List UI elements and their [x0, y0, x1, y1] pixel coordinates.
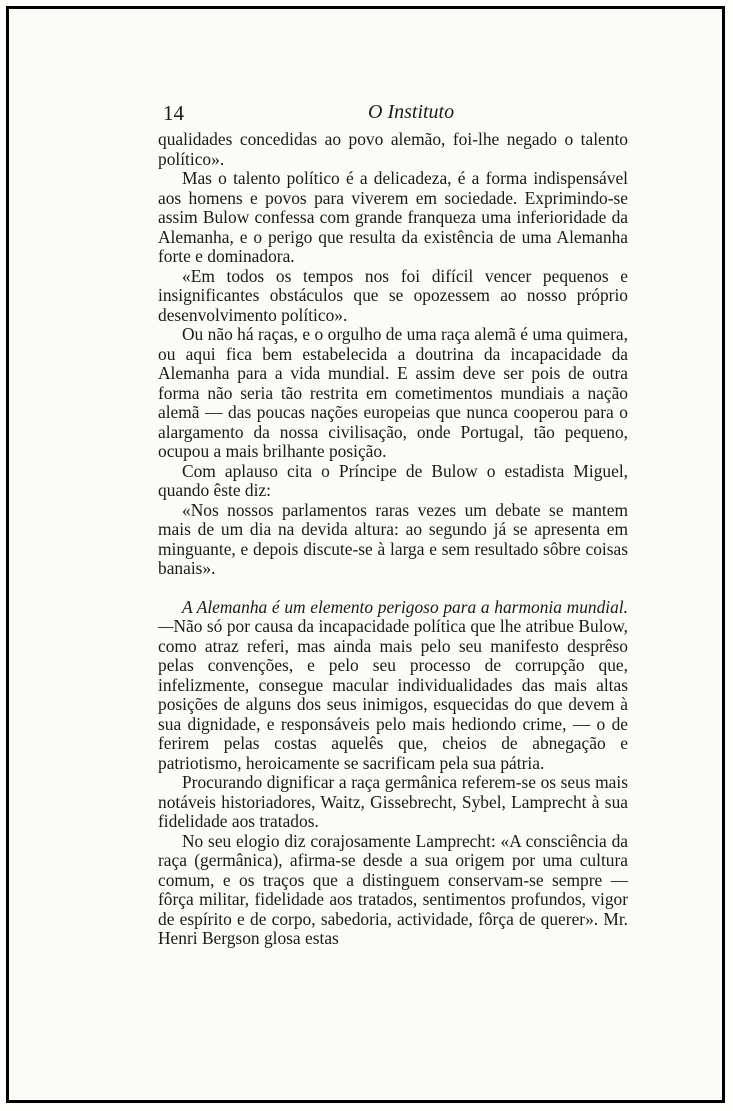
body-text	[158, 130, 628, 949]
paragraph: Mas o talento político é a delicadeza, é a forma indispensável aos homens e povos para viverem em sociedade. Exprimindo-se assim Bulow confessa com grande franqueza uma inferioridade da Alemanha, e o perigo que resulta da existência de uma Alemanha forte e dominadora.	[158, 168, 628, 266]
paragraph: Com aplauso cita o Príncipe de Bulow o estadista Miguel, quando êste diz:	[158, 460, 628, 500]
quote-paragraph: «Nos nossos parlamentos raras vezes um debate se mantem mais de um dia na devida altura: ao segundo já se apresenta em minguante, e depois discute-se à larga e sem resultado sôbre coisas banais».	[158, 499, 628, 578]
page-header	[163, 99, 633, 129]
running-title: O Instituto	[368, 101, 455, 123]
section-heading: A Alemanha é um elemento perigoso para a harmonia mundial. —	[158, 596, 628, 636]
paragraph: qualidades concedidas ao povo alemão, foi-lhe negado o talento político».	[158, 129, 628, 169]
page-number: 14	[163, 101, 184, 125]
paragraph: No seu elogio diz corajosamente Lamprecht: «A consciência da raça (germânica), afirma-se desde a sua origem por uma cultura comum, e os traços que a distinguem conservam-se sempre — fôrça militar, fidelidade aos tratados, sentimentos profundos, vigor de espírito e de corpo, sabedoria, actividade, fôrça de querer». Mr. Henri Bergson glosa estas	[158, 830, 628, 948]
section-text: Não só por causa da incapacidade política que lhe atribue Bulow, como atraz referi, mas ainda mais pelo seu manifesto desprêso pelas convenções, e pelo seu processo de corrupção que, infelizmente, consegue macular individualidades das mais altas posições de alguns dos seus inimigos, esquecidas do que devem à sua dignidade, e responsáveis pelo mais hediondo crime, — o de ferirem pelas costas aquelês que, cheios de abnegação e patriotismo, heroicamente se sacrificam pela sua pátria.	[158, 616, 628, 773]
paragraph: Ou não há raças, e o orgulho de uma raça alemã é uma quimera, ou aqui fica bem estabelecida a doutrina da incapacidade da Alemanha para a vida mundial. E assim deve ser pois de outra forma não seria tão restrita em cometimentos mundiais a nação alemã — das poucas nações europeias que nunca cooperou para o alargamento da nossa civilisação, onde Portugal, tão pequeno, ocupou a mais brilhante posição.	[158, 324, 628, 461]
paragraph: Procurando dignificar a raça germânica referem-se os seus mais notáveis historiadores, Waitz, Gissebrecht, Sybel, Lamprecht à sua fidelidade aos tratados.	[158, 772, 628, 831]
section-paragraph	[158, 598, 628, 774]
quote-paragraph: «Em todos os tempos nos foi difícil vencer pequenos e insignificantes obstáculos que se opozessem ao nosso próprio desenvolvimento político».	[158, 265, 628, 325]
